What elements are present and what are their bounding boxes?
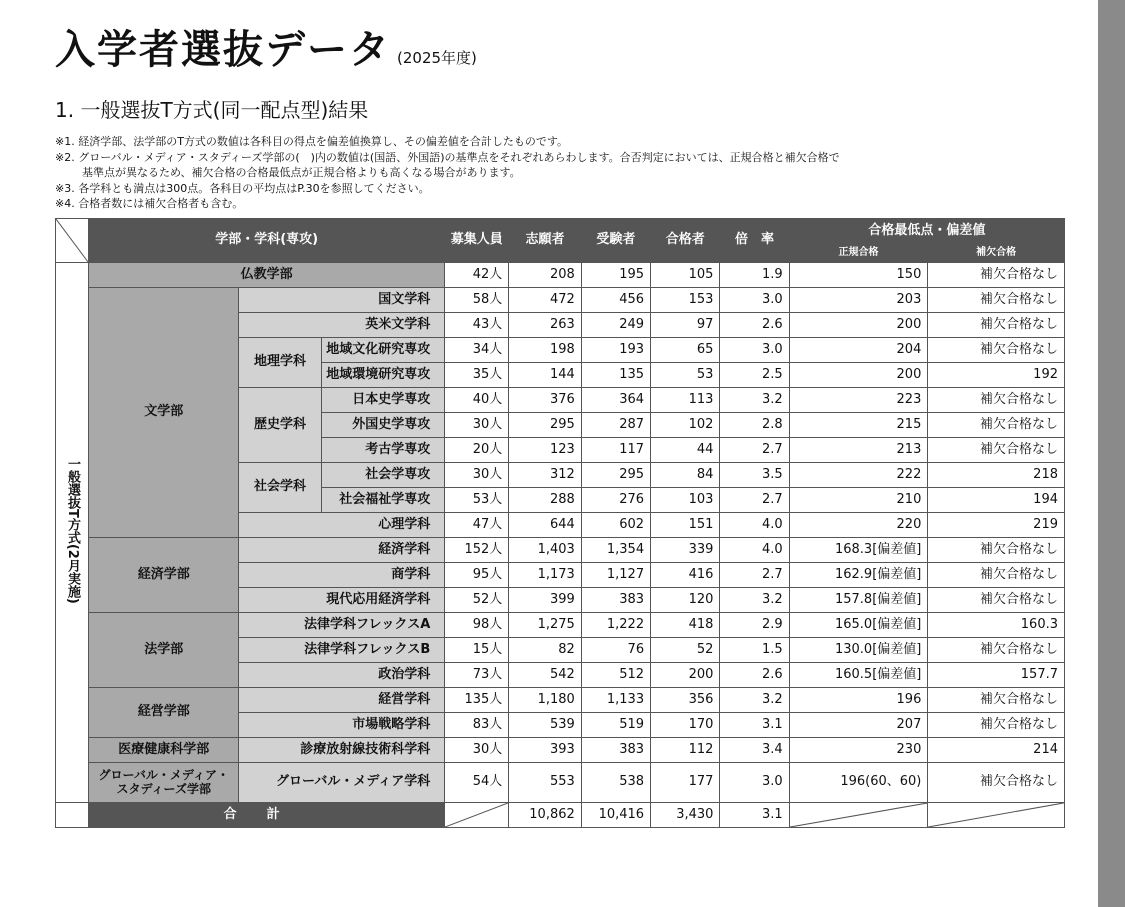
row-label: 商学科 xyxy=(239,562,445,587)
cell-capacity: 83人 xyxy=(445,712,509,737)
cell-passers: 416 xyxy=(651,562,720,587)
cell-applicants: 312 xyxy=(509,462,582,487)
group-geography: 地理学科 xyxy=(239,337,321,387)
table-row xyxy=(56,687,1065,712)
cell-examinees: 1,127 xyxy=(581,562,650,587)
cell-examinees: 538 xyxy=(581,762,650,802)
cell-examinees: 295 xyxy=(581,462,650,487)
row-label: 現代応用経済学科 xyxy=(239,587,445,612)
total-sub-empty xyxy=(928,802,1065,827)
cell-regular: 215 xyxy=(789,412,928,437)
dept-gms xyxy=(89,762,239,802)
cell-ratio: 2.8 xyxy=(720,412,789,437)
side-label xyxy=(56,262,89,802)
header-dept: 学部・学科(専攻) xyxy=(89,218,445,262)
slash-line xyxy=(928,803,1064,827)
cell-ratio: 3.1 xyxy=(720,712,789,737)
table-row xyxy=(56,737,1065,762)
cell-sub: 194 xyxy=(928,487,1065,512)
cell-ratio: 3.0 xyxy=(720,762,789,802)
cell-sub: 補欠合格なし xyxy=(928,587,1065,612)
cell-capacity: 40人 xyxy=(445,387,509,412)
row-label: 心理学科 xyxy=(239,512,445,537)
dept-gms-line1: グローバル・メディア・ xyxy=(98,768,229,782)
dept-economics: 経済学部 xyxy=(89,537,239,612)
cell-capacity: 35人 xyxy=(445,362,509,387)
dept-letters: 文学部 xyxy=(89,287,239,537)
cell-examinees: 276 xyxy=(581,487,650,512)
cell-ratio: 3.0 xyxy=(720,337,789,362)
cell-capacity: 34人 xyxy=(445,337,509,362)
header-sub: 補欠合格 xyxy=(928,243,1065,262)
cell-capacity: 53人 xyxy=(445,487,509,512)
table-row xyxy=(56,537,1065,562)
cell-capacity: 42人 xyxy=(445,262,509,287)
cell-passers: 112 xyxy=(651,737,720,762)
cell-ratio: 3.0 xyxy=(720,287,789,312)
cell-applicants: 399 xyxy=(509,587,582,612)
row-label: 法律学科フレックスB xyxy=(239,637,445,662)
cell-ratio: 4.0 xyxy=(720,537,789,562)
cell-regular: 220 xyxy=(789,512,928,537)
cell-passers: 103 xyxy=(651,487,720,512)
cell-capacity: 15人 xyxy=(445,637,509,662)
title-year: (2025年度) xyxy=(397,49,477,67)
note-4: ※4. 合格者数には補欠合格者も含む。 xyxy=(55,197,244,210)
corner-cell xyxy=(56,218,89,262)
cell-sub: 214 xyxy=(928,737,1065,762)
table-row xyxy=(56,612,1065,637)
cell-sub: 補欠合格なし xyxy=(928,562,1065,587)
cell-regular: 213 xyxy=(789,437,928,462)
cell-regular: 222 xyxy=(789,462,928,487)
cell-applicants: 553 xyxy=(509,762,582,802)
row-label: 市場戦略学科 xyxy=(239,712,445,737)
cell-sub: 219 xyxy=(928,512,1065,537)
cell-ratio: 3.2 xyxy=(720,687,789,712)
cell-sub: 補欠合格なし xyxy=(928,637,1065,662)
group-history: 歴史学科 xyxy=(239,387,321,462)
cell-regular: 200 xyxy=(789,312,928,337)
cell-ratio: 1.5 xyxy=(720,637,789,662)
cell-regular: 160.5[偏差値] xyxy=(789,662,928,687)
cell-ratio: 2.7 xyxy=(720,562,789,587)
notes xyxy=(55,134,1085,212)
cell-examinees: 1,222 xyxy=(581,612,650,637)
dept-law: 法学部 xyxy=(89,612,239,687)
dept-management: 経営学部 xyxy=(89,687,239,737)
cell-sub: 補欠合格なし xyxy=(928,387,1065,412)
cell-capacity: 30人 xyxy=(445,462,509,487)
cell-applicants: 472 xyxy=(509,287,582,312)
cell-capacity: 47人 xyxy=(445,512,509,537)
cell-examinees: 135 xyxy=(581,362,650,387)
cell-regular: 196(60、60) xyxy=(789,762,928,802)
cell-ratio: 2.7 xyxy=(720,487,789,512)
dept-medical: 医療健康科学部 xyxy=(89,737,239,762)
group-social: 社会学科 xyxy=(239,462,321,512)
note-2: ※2. グローバル・メディア・スタディーズ学部の( )内の数値は(国語、外国語)の基準点をそれぞれあらわします。合否判定においては、正規合格と補欠合格で xyxy=(55,150,840,164)
cell-examinees: 76 xyxy=(581,637,650,662)
cell-examinees: 456 xyxy=(581,287,650,312)
cell-applicants: 288 xyxy=(509,487,582,512)
cell-regular: 150 xyxy=(789,262,928,287)
cell-examinees: 1,133 xyxy=(581,687,650,712)
cell-capacity: 43人 xyxy=(445,312,509,337)
cell-passers: 53 xyxy=(651,362,720,387)
total-label: 合計 xyxy=(89,802,445,827)
cell-passers: 170 xyxy=(651,712,720,737)
cell-sub: 補欠合格なし xyxy=(928,537,1065,562)
row-label: 地域文化研究専攻 xyxy=(321,337,445,362)
header-regular: 正規合格 xyxy=(789,243,928,262)
cell-passers: 339 xyxy=(651,537,720,562)
note-2-cont: 基準点が異なるため、補欠合格の合格最低点が正規合格よりも高くなる場合があります。 xyxy=(82,166,521,179)
total-capacity-empty xyxy=(445,802,509,827)
cell-passers: 200 xyxy=(651,662,720,687)
cell-passers: 97 xyxy=(651,312,720,337)
cell-ratio: 3.4 xyxy=(720,737,789,762)
cell-examinees: 1,354 xyxy=(581,537,650,562)
cell-examinees: 249 xyxy=(581,312,650,337)
cell-examinees: 602 xyxy=(581,512,650,537)
cell-examinees: 519 xyxy=(581,712,650,737)
slash-line xyxy=(790,803,928,827)
cell-applicants: 393 xyxy=(509,737,582,762)
cell-ratio: 1.9 xyxy=(720,262,789,287)
cell-capacity: 73人 xyxy=(445,662,509,687)
cell-applicants: 123 xyxy=(509,437,582,462)
cell-sub: 補欠合格なし xyxy=(928,687,1065,712)
table-row xyxy=(56,262,1065,287)
cell-sub: 補欠合格なし xyxy=(928,287,1065,312)
row-label: 法律学科フレックスA xyxy=(239,612,445,637)
cell-applicants: 376 xyxy=(509,387,582,412)
header-min-score: 合格最低点・偏差値 xyxy=(789,218,1064,243)
cell-passers: 153 xyxy=(651,287,720,312)
row-label: 日本史学専攻 xyxy=(321,387,445,412)
row-label: 英米文学科 xyxy=(239,312,445,337)
cell-passers: 105 xyxy=(651,262,720,287)
row-label: 経済学科 xyxy=(239,537,445,562)
cell-regular: 162.9[偏差値] xyxy=(789,562,928,587)
cell-capacity: 135人 xyxy=(445,687,509,712)
table-row xyxy=(56,287,1065,312)
cell-sub: 192 xyxy=(928,362,1065,387)
cell-capacity: 54人 xyxy=(445,762,509,802)
cell-passers: 113 xyxy=(651,387,720,412)
cell-ratio: 2.7 xyxy=(720,437,789,462)
cell-regular: 230 xyxy=(789,737,928,762)
cell-ratio: 2.9 xyxy=(720,612,789,637)
cell-regular: 204 xyxy=(789,337,928,362)
cell-regular: 210 xyxy=(789,487,928,512)
cell-applicants: 1,275 xyxy=(509,612,582,637)
page-title xyxy=(55,20,1085,88)
cell-examinees: 195 xyxy=(581,262,650,287)
row-label: 社会学専攻 xyxy=(321,462,445,487)
total-ratio: 3.1 xyxy=(720,802,789,827)
header-capacity: 募集人員 xyxy=(445,218,509,262)
cell-passers: 102 xyxy=(651,412,720,437)
cell-sub: 218 xyxy=(928,462,1065,487)
cell-regular: 203 xyxy=(789,287,928,312)
cell-sub: 補欠合格なし xyxy=(928,337,1065,362)
cell-examinees: 193 xyxy=(581,337,650,362)
cell-capacity: 98人 xyxy=(445,612,509,637)
total-examinees: 10,416 xyxy=(581,802,650,827)
cell-ratio: 4.0 xyxy=(720,512,789,537)
cell-passers: 151 xyxy=(651,512,720,537)
cell-applicants: 1,180 xyxy=(509,687,582,712)
cell-applicants: 539 xyxy=(509,712,582,737)
cell-applicants: 263 xyxy=(509,312,582,337)
cell-regular: 165.0[偏差値] xyxy=(789,612,928,637)
corner-diagonal xyxy=(56,219,88,262)
cell-examinees: 364 xyxy=(581,387,650,412)
table-body xyxy=(56,262,1065,827)
cell-ratio: 3.2 xyxy=(720,587,789,612)
cell-sub: 補欠合格なし xyxy=(928,437,1065,462)
cell-ratio: 2.5 xyxy=(720,362,789,387)
cell-regular: 196 xyxy=(789,687,928,712)
cell-sub: 補欠合格なし xyxy=(928,762,1065,802)
note-3: ※3. 各学科とも満点は300点。各科目の平均点はP.30を参照してください。 xyxy=(55,181,430,195)
cell-applicants: 144 xyxy=(509,362,582,387)
row-label: 考古学専攻 xyxy=(321,437,445,462)
total-passers: 3,430 xyxy=(651,802,720,827)
total-applicants: 10,862 xyxy=(509,802,582,827)
cell-sub: 補欠合格なし xyxy=(928,312,1065,337)
note-1: ※1. 経済学部、法学部のT方式の数値は各科目の得点を偏差値換算し、その偏差値を合計したものです。 xyxy=(55,135,569,148)
cell-applicants: 644 xyxy=(509,512,582,537)
cell-sub: 補欠合格なし xyxy=(928,712,1065,737)
cell-sub: 157.7 xyxy=(928,662,1065,687)
cell-regular: 223 xyxy=(789,387,928,412)
cell-examinees: 117 xyxy=(581,437,650,462)
total-row xyxy=(56,802,1065,827)
cell-capacity: 95人 xyxy=(445,562,509,587)
cell-passers: 418 xyxy=(651,612,720,637)
cell-passers: 356 xyxy=(651,687,720,712)
cell-sub: 補欠合格なし xyxy=(928,262,1065,287)
cell-applicants: 82 xyxy=(509,637,582,662)
header-ratio: 倍 率 xyxy=(720,218,789,262)
header-passers: 合格者 xyxy=(651,218,720,262)
row-label: 外国史学専攻 xyxy=(321,412,445,437)
cell-regular: 130.0[偏差値] xyxy=(789,637,928,662)
cell-regular: 207 xyxy=(789,712,928,737)
page-edge-bar xyxy=(1098,0,1125,907)
cell-sub: 160.3 xyxy=(928,612,1065,637)
title-text: 入学者選抜データ xyxy=(55,27,391,73)
cell-passers: 120 xyxy=(651,587,720,612)
row-label: 社会福祉学専攻 xyxy=(321,487,445,512)
cell-regular: 200 xyxy=(789,362,928,387)
cell-regular: 168.3[偏差値] xyxy=(789,537,928,562)
row-label: 地域環境研究専攻 xyxy=(321,362,445,387)
cell-passers: 65 xyxy=(651,337,720,362)
cell-examinees: 383 xyxy=(581,587,650,612)
row-label: 診療放射線技術科学科 xyxy=(239,737,445,762)
cell-applicants: 1,173 xyxy=(509,562,582,587)
cell-applicants: 198 xyxy=(509,337,582,362)
cell-sub: 補欠合格なし xyxy=(928,412,1065,437)
row-label: 経営学科 xyxy=(239,687,445,712)
cell-ratio: 3.5 xyxy=(720,462,789,487)
cell-examinees: 512 xyxy=(581,662,650,687)
cell-examinees: 383 xyxy=(581,737,650,762)
cell-passers: 177 xyxy=(651,762,720,802)
side-label-text: 一般選抜T方式(2月実施) xyxy=(65,456,81,604)
cell-capacity: 30人 xyxy=(445,737,509,762)
dept-gms-line2: スタディーズ学部 xyxy=(116,782,211,796)
document-page xyxy=(55,20,1085,828)
cell-applicants: 542 xyxy=(509,662,582,687)
cell-examinees: 287 xyxy=(581,412,650,437)
cell-passers: 84 xyxy=(651,462,720,487)
cell-capacity: 58人 xyxy=(445,287,509,312)
cell-ratio: 2.6 xyxy=(720,312,789,337)
cell-ratio: 2.6 xyxy=(720,662,789,687)
row-label: 政治学科 xyxy=(239,662,445,687)
cell-capacity: 30人 xyxy=(445,412,509,437)
dept-buddhism: 仏教学部 xyxy=(89,262,445,287)
row-label: 国文学科 xyxy=(239,287,445,312)
cell-ratio: 3.2 xyxy=(720,387,789,412)
header-examinees: 受験者 xyxy=(581,218,650,262)
slash-line xyxy=(445,803,508,827)
section-title: 1. 一般選抜T方式(同一配点型)結果 xyxy=(55,98,369,122)
results-table xyxy=(55,218,1065,828)
cell-capacity: 52人 xyxy=(445,587,509,612)
cell-applicants: 1,403 xyxy=(509,537,582,562)
header-applicants: 志願者 xyxy=(509,218,582,262)
cell-applicants: 295 xyxy=(509,412,582,437)
cell-capacity: 152人 xyxy=(445,537,509,562)
row-label: グローバル・メディア学科 xyxy=(239,762,445,802)
cell-passers: 44 xyxy=(651,437,720,462)
total-side-cell xyxy=(56,802,89,827)
table-row xyxy=(56,762,1065,802)
total-regular-empty xyxy=(789,802,928,827)
cell-applicants: 208 xyxy=(509,262,582,287)
cell-regular: 157.8[偏差値] xyxy=(789,587,928,612)
cell-passers: 52 xyxy=(651,637,720,662)
cell-capacity: 20人 xyxy=(445,437,509,462)
